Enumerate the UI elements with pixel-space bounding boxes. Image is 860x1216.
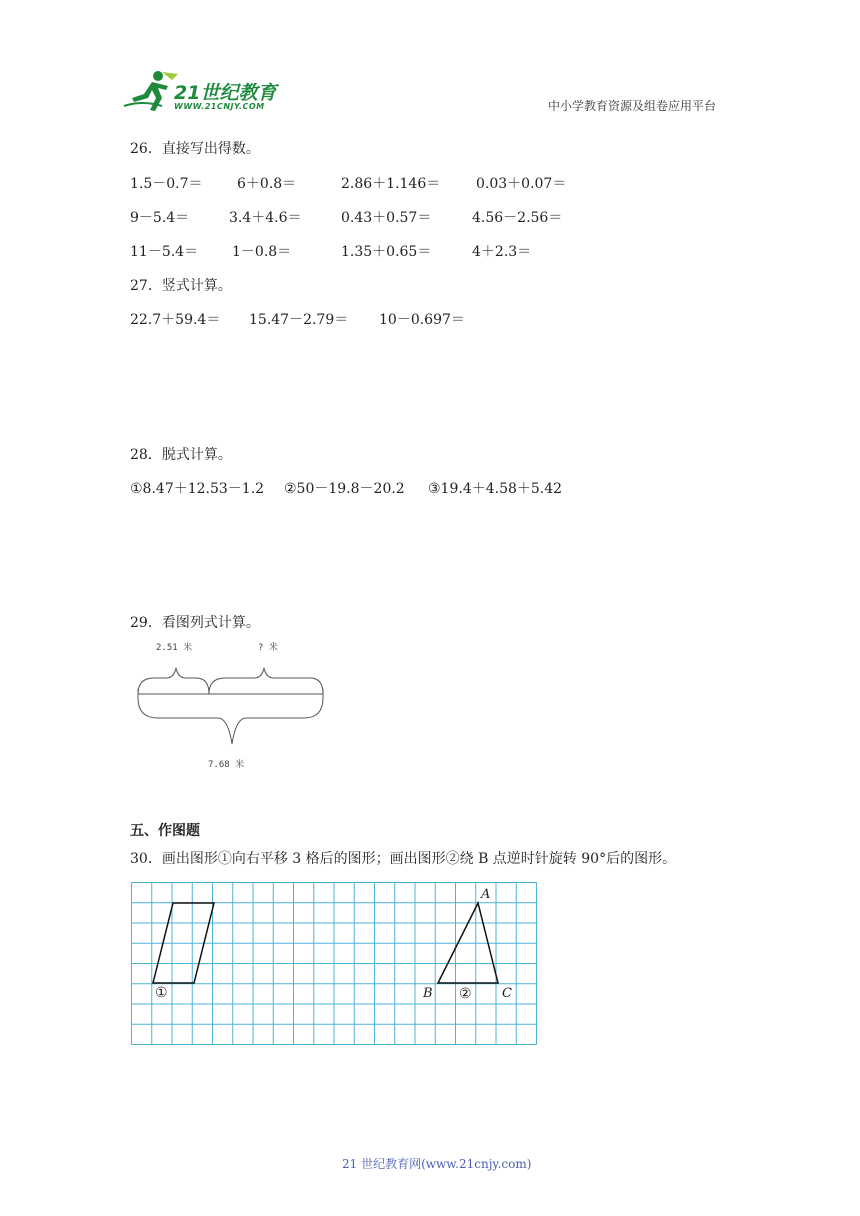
- q29-label-left: 2.51 米: [156, 643, 193, 653]
- q29-title: 29．看图列式计算。: [130, 615, 260, 631]
- line-segment-diagram: [130, 636, 340, 771]
- section-five-title: 五、作图题: [130, 823, 200, 839]
- q26-r3-c4: 4＋2.3＝: [472, 244, 532, 260]
- q26-r3-c1: 11－5.4＝: [130, 244, 199, 260]
- q28-item-2: ②50－19.8－20.2: [284, 481, 405, 497]
- site-logo: [122, 68, 292, 116]
- q26-r1-c2: 6＋0.8＝: [237, 176, 297, 192]
- q29-label-right: ? 米: [258, 643, 278, 653]
- logo-main-text: 21世纪教育: [174, 82, 277, 104]
- q26-r2-c1: 9－5.4＝: [130, 210, 190, 226]
- q26-r1-c3: 2.86＋1.146＝: [341, 176, 441, 192]
- q26-r2-c4: 4.56－2.56＝: [472, 210, 563, 226]
- runner-logo-icon: [122, 68, 182, 114]
- footer-text: 21 世纪教育网(www.21cnjy.com): [342, 1157, 532, 1171]
- q26-r1-c1: 1.5－0.7＝: [130, 176, 203, 192]
- q26-r3-c2: 1－0.8＝: [232, 244, 292, 260]
- q26-r2-c3: 0.43＋0.57＝: [341, 210, 432, 226]
- q27-item-1: 22.7＋59.4＝: [130, 312, 221, 328]
- q29-label-total: 7.68 米: [208, 760, 245, 770]
- grid-figure: [130, 881, 542, 1045]
- segment-braces-figure: [130, 636, 340, 771]
- q26-r1-c4: 0.03＋0.07＝: [476, 176, 567, 192]
- q26-r3-c3: 1.35＋0.65＝: [341, 244, 432, 260]
- q30-title: 30．画出图形①向右平移 3 格后的图形；画出图形②绕 B 点逆时针旋转 90°后的图形。: [130, 851, 677, 867]
- q26-r2-c2: 3.4＋4.6＝: [229, 210, 302, 226]
- q28-item-1: ①8.47＋12.53－1.2: [130, 481, 265, 497]
- q28-item-3: ③19.4＋4.58＋5.42: [428, 481, 563, 497]
- shape-1-label: ①: [155, 985, 168, 1001]
- header-platform-text: 中小学教育资源及组卷应用平台: [548, 99, 717, 113]
- q27-item-2: 15.47－2.79＝: [249, 312, 349, 328]
- shape-2-label: ②: [459, 986, 472, 1002]
- point-b-label: B: [423, 986, 433, 1001]
- drawing-grid: [130, 881, 542, 1045]
- q27-item-3: 10－0.697＝: [379, 312, 465, 328]
- q28-title: 28．脱式计算。: [130, 447, 232, 463]
- point-a-label: A: [481, 887, 491, 902]
- point-c-label: C: [502, 986, 512, 1001]
- logo-sub-text: WWW.21CNJY.COM: [174, 102, 265, 111]
- q26-title: 26．直接写出得数。: [130, 141, 260, 157]
- q27-title: 27．竖式计算。: [130, 278, 232, 294]
